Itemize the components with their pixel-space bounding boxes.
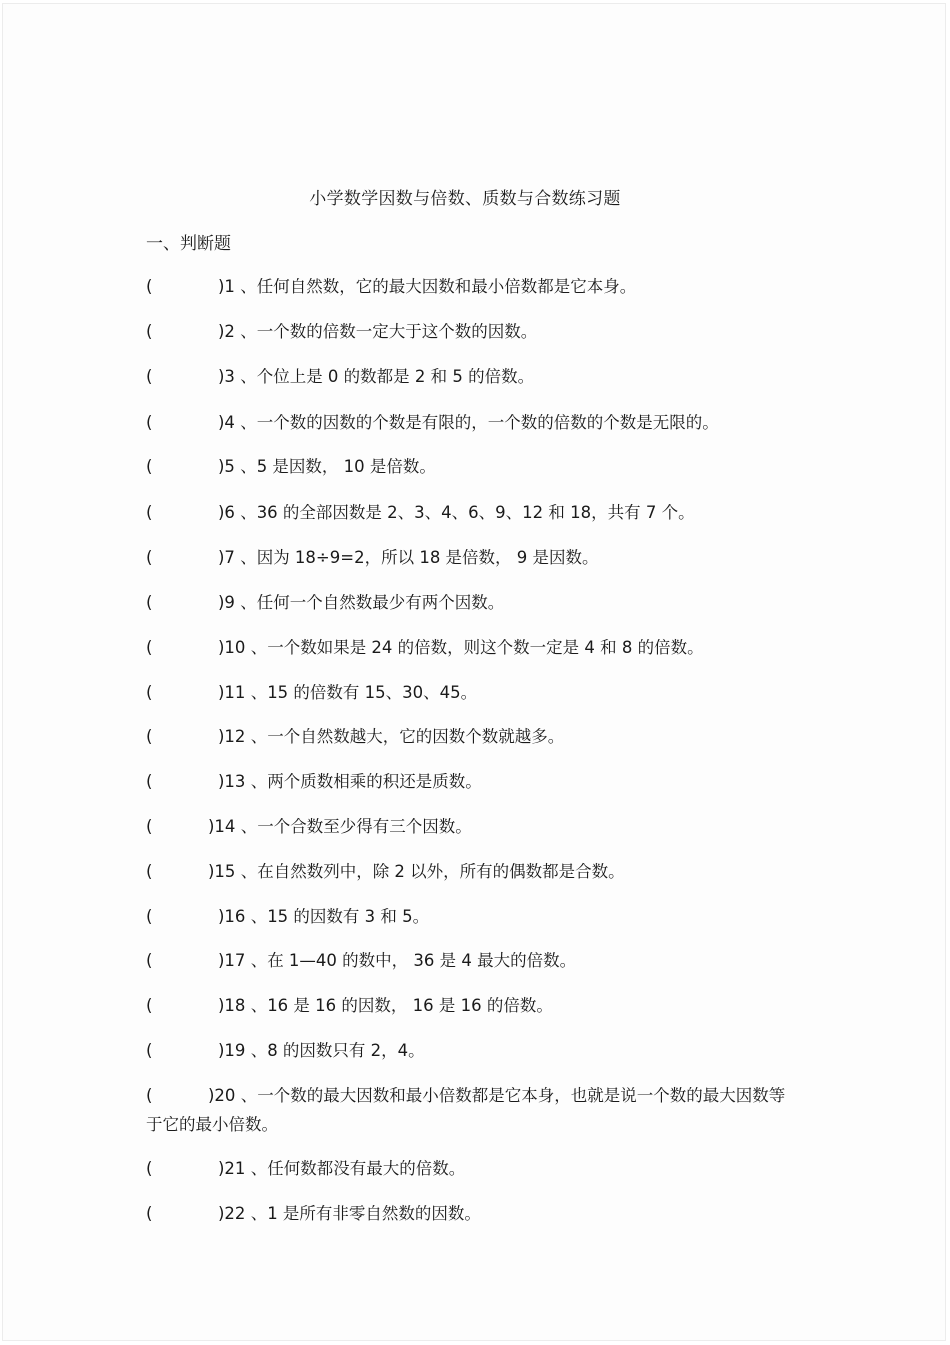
question-text: 、8 的因数只有 2，4。 xyxy=(250,1041,425,1060)
question-number: )12 xyxy=(218,727,246,746)
answer-blank-open: ( xyxy=(146,996,153,1015)
answer-blank-open: ( xyxy=(146,593,153,612)
question-text: 、任何数都没有最大的倍数。 xyxy=(250,1159,466,1178)
question-number: )2 xyxy=(218,322,235,341)
question-number: )5 xyxy=(218,457,235,476)
question-item xyxy=(146,857,786,886)
question-number: )10 xyxy=(218,638,246,657)
question-text: 、5 是因数， 10 是倍数。 xyxy=(240,457,436,476)
question-number: )13 xyxy=(218,772,246,791)
question-text: 、一个合数至少得有三个因数。 xyxy=(240,817,472,836)
question-text: 、在自然数列中，除 2 以外，所有的偶数都是合数。 xyxy=(240,862,625,881)
answer-blank-open: ( xyxy=(146,951,153,970)
answer-blank-open: ( xyxy=(146,322,153,341)
question-item xyxy=(146,722,786,751)
question-number: )16 xyxy=(218,907,246,926)
question-item xyxy=(146,767,786,796)
question-number: )15 xyxy=(208,862,236,881)
question-text: 、15 的倍数有 15、30、45。 xyxy=(250,683,478,702)
answer-blank-open: ( xyxy=(146,548,153,567)
question-item xyxy=(146,498,786,527)
answer-blank-open: ( xyxy=(146,277,153,296)
answer-blank-open: ( xyxy=(146,1041,153,1060)
question-text: 、两个质数相乘的积还是质数。 xyxy=(250,772,482,791)
answer-blank-open: ( xyxy=(146,503,153,522)
question-item xyxy=(146,812,786,841)
answer-blank-open: ( xyxy=(146,683,153,702)
question-number: )19 xyxy=(218,1041,246,1060)
question-number: )17 xyxy=(218,951,246,970)
question-number: )4 xyxy=(218,413,235,432)
question-text: 、一个数的倍数一定大于这个数的因数。 xyxy=(240,322,538,341)
question-text: 、任何自然数，它的最大因数和最小倍数都是它本身。 xyxy=(240,277,637,296)
question-text: 、一个数如果是 24 的倍数，则这个数一定是 4 和 8 的倍数。 xyxy=(250,638,704,657)
question-number: )6 xyxy=(218,503,235,522)
question-text: 、一个数的最大因数和最小倍数都是它本身，也就是说一个数的最大因数等于它的最小倍数。 xyxy=(146,1086,786,1134)
question-text: 、36 的全部因数是 2、3、4、6、9、12 和 18，共有 7 个。 xyxy=(240,503,695,522)
answer-blank-open: ( xyxy=(146,817,153,836)
question-item xyxy=(146,678,786,707)
section-heading: 一、判断题 xyxy=(146,234,231,254)
question-text: 、在 1—40 的数中， 36 是 4 最大的倍数。 xyxy=(250,951,577,970)
question-item xyxy=(146,408,786,437)
question-text: 、因为 18÷9=2，所以 18 是倍数， 9 是因数。 xyxy=(240,548,599,567)
question-text: 、个位上是 0 的数都是 2 和 5 的倍数。 xyxy=(240,367,535,386)
question-text: 、1 是所有非零自然数的因数。 xyxy=(250,1204,481,1223)
question-text: 、15 的因数有 3 和 5。 xyxy=(250,907,430,926)
question-item xyxy=(146,452,786,481)
answer-blank-open: ( xyxy=(146,1159,153,1178)
answer-blank-open: ( xyxy=(146,907,153,926)
question-number: )7 xyxy=(218,548,235,567)
question-number: )1 xyxy=(218,277,235,296)
answer-blank-open: ( xyxy=(146,367,153,386)
question-text: 、一个自然数越大，它的因数个数就越多。 xyxy=(250,727,565,746)
document-page xyxy=(2,3,946,1341)
answer-blank-open: ( xyxy=(146,638,153,657)
question-item xyxy=(146,991,786,1020)
question-item xyxy=(146,362,786,391)
answer-blank-open: ( xyxy=(146,1086,153,1105)
question-item xyxy=(146,633,786,662)
answer-blank-open: ( xyxy=(146,457,153,476)
question-number: )14 xyxy=(208,817,236,836)
question-text: 、16 是 16 的因数， 16 是 16 的倍数。 xyxy=(250,996,553,1015)
answer-blank-open: ( xyxy=(146,413,153,432)
question-number: )20 xyxy=(208,1086,236,1105)
question-item xyxy=(146,1081,786,1139)
question-item xyxy=(146,946,786,975)
question-item xyxy=(146,902,786,931)
question-item xyxy=(146,1199,786,1228)
question-item xyxy=(146,1036,786,1065)
question-item xyxy=(146,588,786,617)
question-item xyxy=(146,543,786,572)
question-number: )11 xyxy=(218,683,246,702)
question-item xyxy=(146,272,786,301)
answer-blank-open: ( xyxy=(146,862,153,881)
question-number: )18 xyxy=(218,996,246,1015)
question-text: 、任何一个自然数最少有两个因数。 xyxy=(240,593,505,612)
answer-blank-open: ( xyxy=(146,772,153,791)
question-number: )22 xyxy=(218,1204,246,1223)
page-title: 小学数学因数与倍数、质数与合数练习题 xyxy=(309,189,621,209)
question-text: 、一个数的因数的个数是有限的，一个数的倍数的个数是无限的。 xyxy=(240,413,719,432)
question-item xyxy=(146,317,786,346)
question-item xyxy=(146,1154,786,1183)
question-number: )3 xyxy=(218,367,235,386)
question-number: )9 xyxy=(218,593,235,612)
answer-blank-open: ( xyxy=(146,727,153,746)
answer-blank-open: ( xyxy=(146,1204,153,1223)
question-number: )21 xyxy=(218,1159,246,1178)
